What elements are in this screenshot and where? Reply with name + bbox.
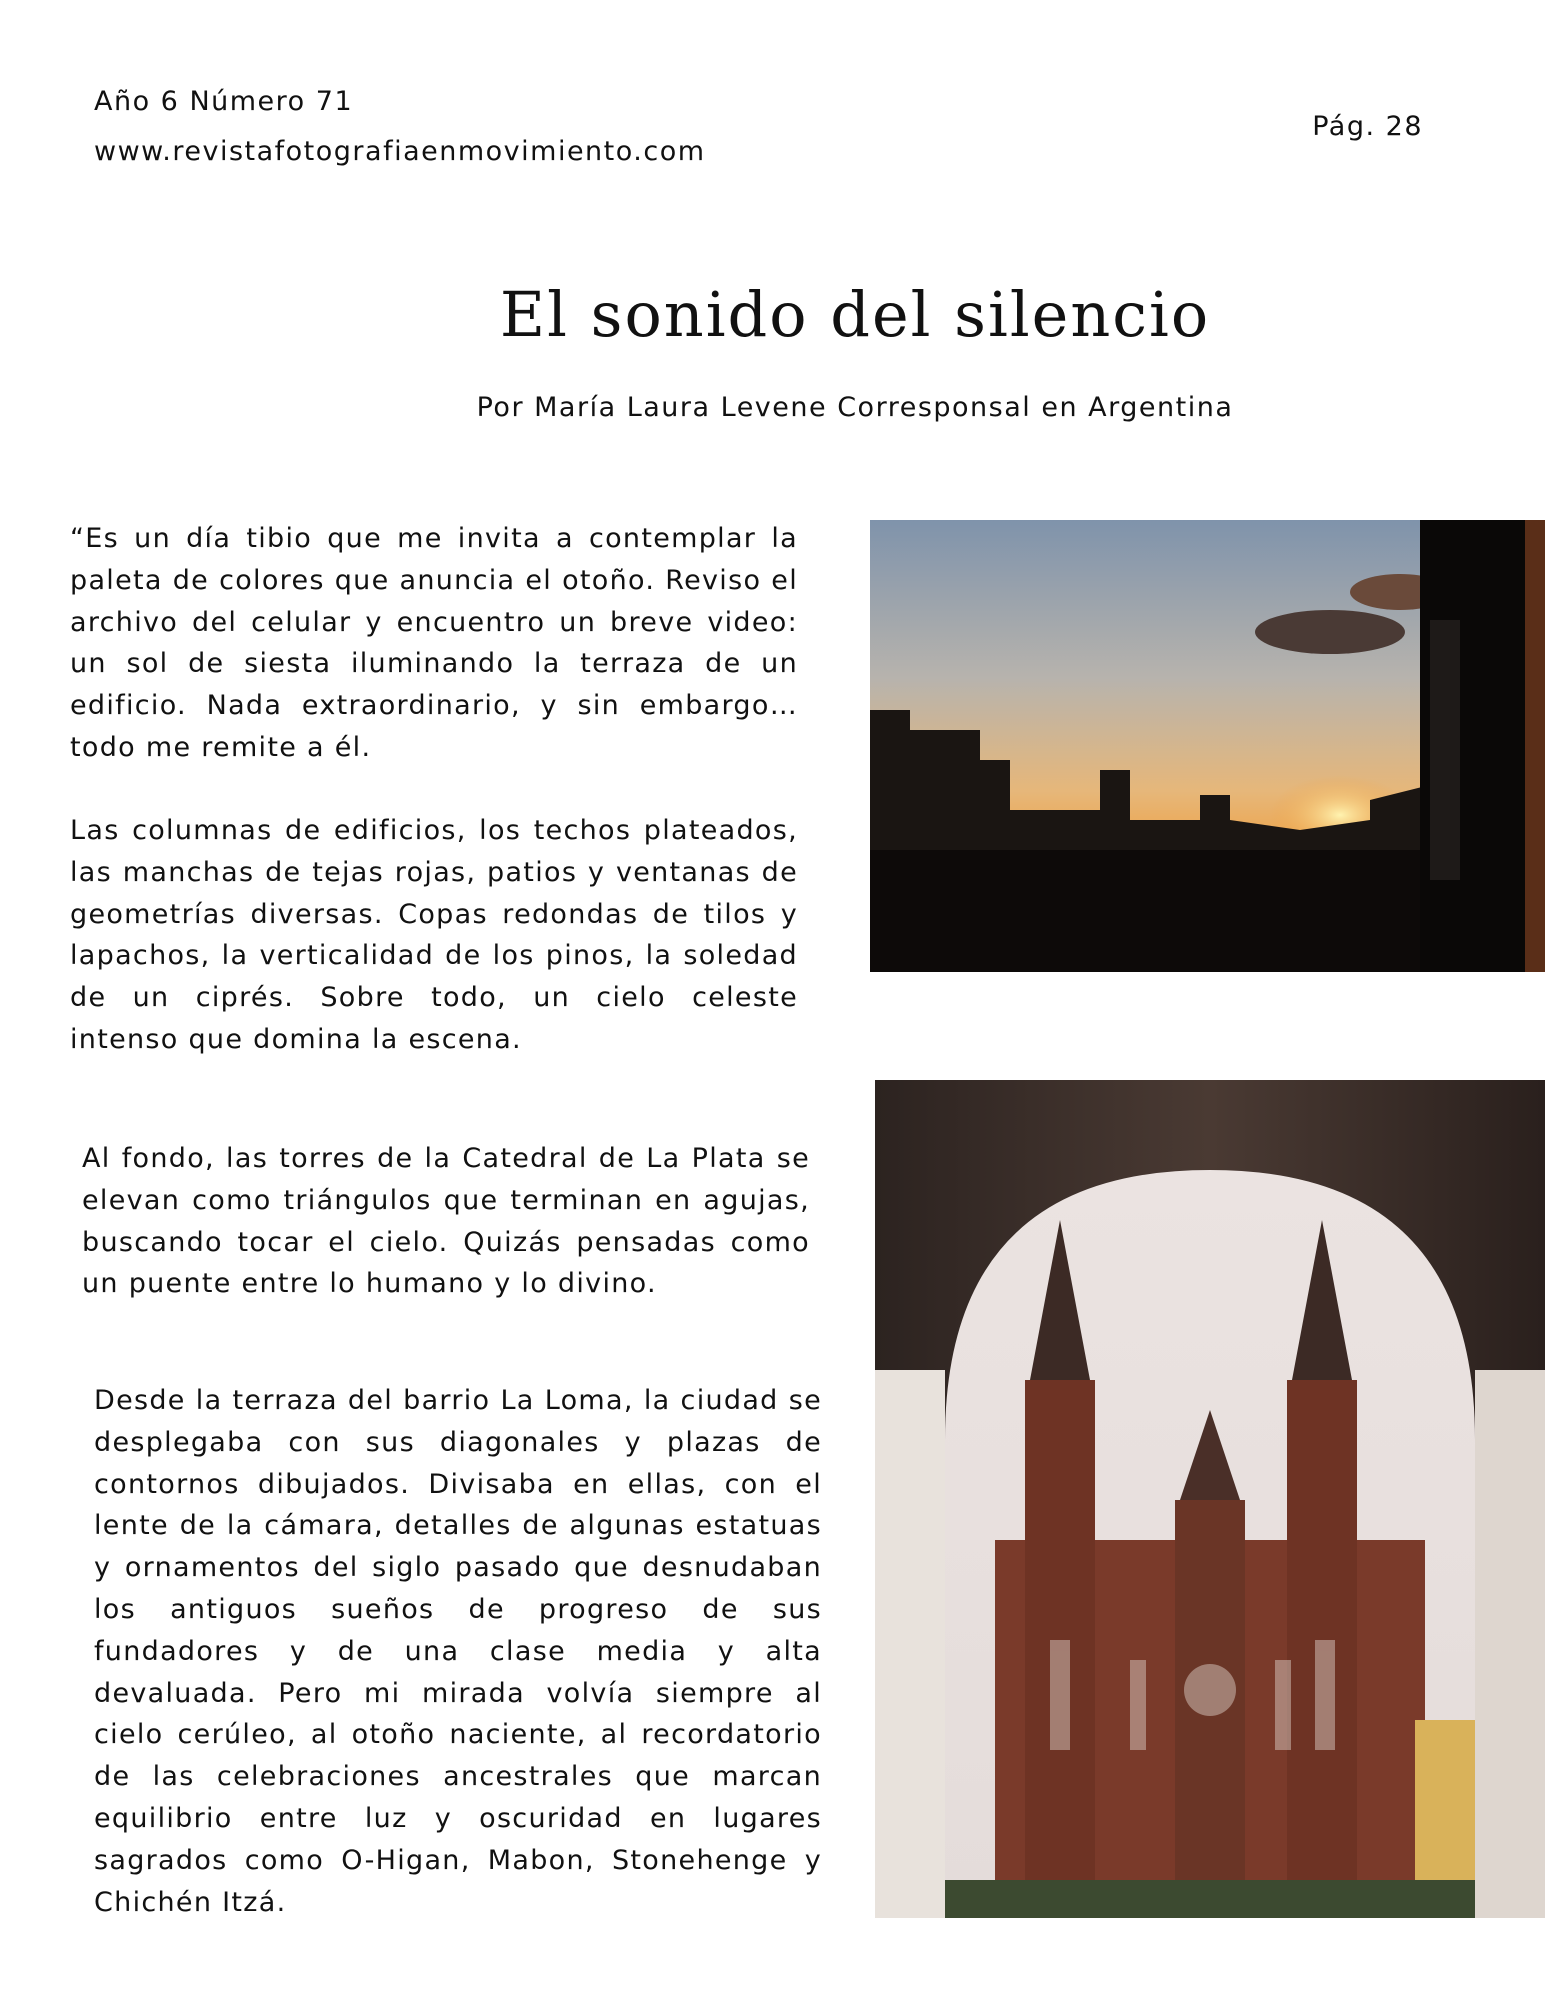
website-url: www.revistafotografiaenmovimiento.com: [94, 136, 706, 167]
cathedral-through-arch-photo: [875, 1080, 1545, 1918]
article-paragraph: Al fondo, las torres de la Catedral de La Plata se elevan como triángulos que terminan en agujas, buscando tocar el cielo. Quizás pensadas como un puente entre lo humano y lo divino.: [82, 1143, 810, 1300]
article-paragraph: Las columnas de edificios, los techos plateados, las manchas de tejas rojas, patios y ventanas de geometrías diversas. Copas redondas de tilos y lapachos, la verticalidad de los pinos, la soledad de un ciprés. Sobre todo, un cielo celeste intenso que domina la escena.: [70, 815, 798, 1055]
article-paragraph: Desde la terraza del barrio La Loma, la ciudad se desplegaba con sus diagonales y plazas de contornos dibujados. Divisaba en ellas, con el lente de la cámara, detalles de algunas estatuas y ornamentos del siglo pasado que desnudaban los antiguos sueños de progreso de sus fundadores y de una clase media y alta devaluada. Pero mi mirada volvía siempre al cielo cerúleo, al otoño naciente, al recordatorio de las celebraciones ancestrales que marcan equilibrio entre luz y oscuridad en lugares sagrados como O-Higan, Mabon, Stonehenge y Chichén Itzá.: [94, 1385, 822, 1918]
article-title: El sonido del silencio: [499, 278, 1211, 351]
article-byline: Por María Laura Levene Corresponsal en Argentina: [476, 392, 1234, 423]
issue-number: Año 6 Número 71: [94, 86, 354, 117]
page-number: Pág. 28: [1312, 111, 1423, 142]
article-paragraph: “Es un día tibio que me invita a contemplar la paleta de colores que anuncia el otoño. Reviso el archivo del celular y encuentro un breve video: un sol de siesta iluminando la terraza de un edificio. Nada extraordinario, y sin embargo… todo me remite a él.: [70, 523, 798, 763]
sunset-cityscape-photo: [870, 520, 1545, 972]
